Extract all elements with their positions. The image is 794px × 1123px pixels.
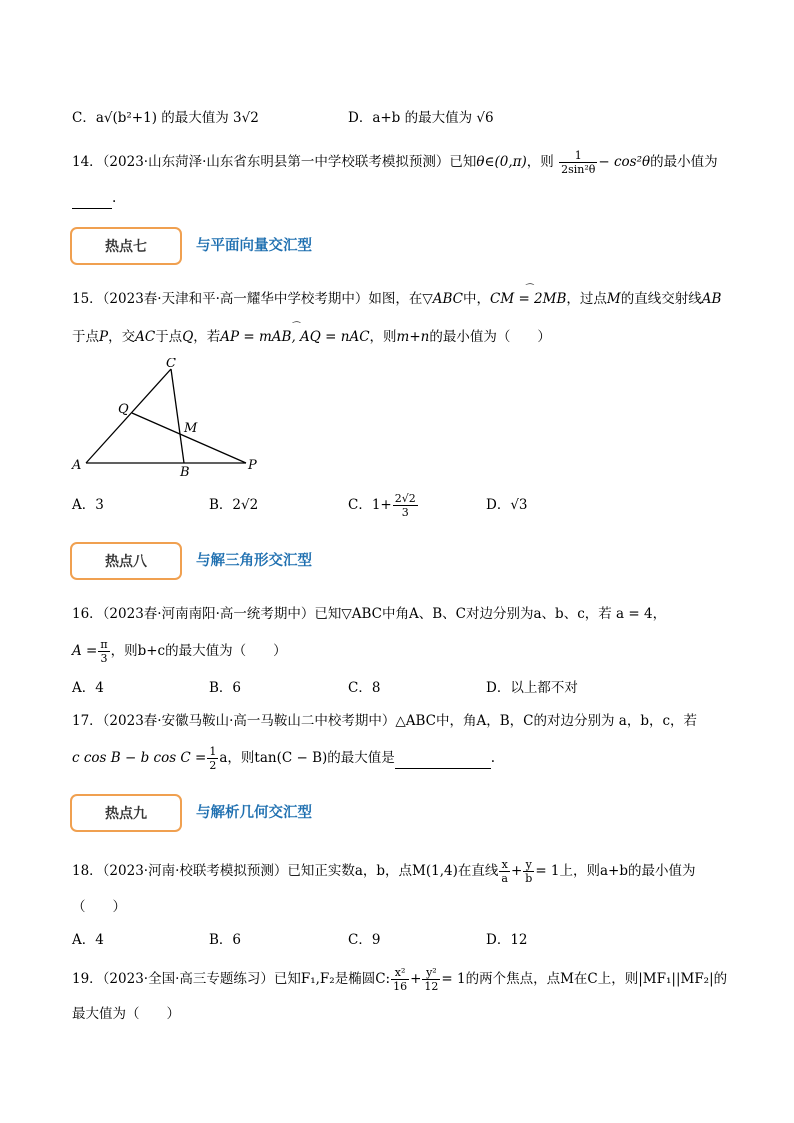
q14-line1 xyxy=(72,149,718,176)
q17-line2 xyxy=(72,745,495,772)
q15-seg-ac: AC xyxy=(135,329,156,345)
q14-answer-blank xyxy=(72,188,112,209)
q15-option-a: A．3 xyxy=(72,497,104,513)
q16-option-d: D．以上都不对 xyxy=(486,680,578,696)
q19-plus: + xyxy=(410,971,422,987)
q15-point-m: M xyxy=(606,291,621,307)
q18-option-a: A．4 xyxy=(72,932,104,948)
q15-text-i: ，则 xyxy=(369,329,397,345)
q15-option-d: D．√3 xyxy=(486,497,528,513)
q14-expr-tail: − cos²θ xyxy=(598,154,651,170)
q17-equation: c cos B − b cos C = xyxy=(72,750,207,766)
q18-frac1-num: x xyxy=(499,858,510,872)
q14-line2 xyxy=(72,188,116,209)
q19-text-post: = 1的两个焦点，点M在C上，则|MF₁||MF₂|的 xyxy=(441,971,728,987)
q17-line1: 17．（2023春·安徽马鞍山·高一马鞍山二中校考期中）△ABC中，角A，B，C的对边分别为 a，b，c，若 xyxy=(72,713,698,729)
q18-frac1-den: a xyxy=(501,872,508,885)
label-c: C xyxy=(166,358,176,371)
q17-frac-num: 1 xyxy=(209,745,217,758)
q18-option-d: D．12 xyxy=(486,932,528,948)
label-b: B xyxy=(180,465,190,480)
q18-option-c: C．9 xyxy=(348,932,381,948)
q19-frac1-den: 16 xyxy=(393,980,408,993)
q16-line1: 16．（2023春·河南南阳·高一统考期中）已知▽ABC中角A、B、C对边分别为a、b、c，若 a = 4， xyxy=(72,606,667,622)
q19-frac2-num: y² xyxy=(422,966,440,980)
q15-line1 xyxy=(72,289,721,309)
q15-text-h: ，若 xyxy=(193,329,221,345)
q19-frac1-num: x² xyxy=(391,966,409,980)
q15-option-c-num: 2√2 xyxy=(394,492,416,505)
q18-option-b: B．6 xyxy=(209,932,242,948)
q16-text-post: ，则b+c的最大值为（ ） xyxy=(110,643,287,659)
q13-option-c: C．a√(b²+1) 的最大值为 3√2 xyxy=(72,110,259,126)
q15-text-f: ，交 xyxy=(108,329,136,345)
section7-title: 与平面向量交汇型 xyxy=(196,238,312,254)
q16-a-eq: A = xyxy=(72,643,98,659)
q15-vector-eq: ⌒ CM = 2MB xyxy=(490,289,566,309)
q14-blank-end: . xyxy=(112,190,117,206)
q18-frac2-num: y xyxy=(523,858,534,872)
q19-line1 xyxy=(72,966,727,993)
q14-source: 14．（2023·山东菏泽·山东省东明县第一中学校联考模拟预测）已知 xyxy=(72,154,477,170)
q16-option-a: A．4 xyxy=(72,680,104,696)
q18-line1 xyxy=(72,858,696,885)
section7-badge: 热点七 xyxy=(70,227,182,265)
q16-line2 xyxy=(72,638,287,665)
q18-text-pre: 18．（2023·河南·校联考模拟预测）已知正实数a，b，点M(1,4)在直线 xyxy=(72,863,499,879)
q15-text-c: ，过点 xyxy=(566,291,607,307)
q15-option-c-frac xyxy=(393,492,418,519)
q14-mid: ，则 xyxy=(526,154,554,170)
q14-fraction xyxy=(559,149,597,176)
q17-frac-den: 2 xyxy=(209,759,217,772)
q15-text-b: 中， xyxy=(463,291,491,307)
q17-text-mid: a，则tan(C − B)的最大值是 xyxy=(219,750,395,766)
q15-line2 xyxy=(72,327,551,347)
q15-text-e: 于点 xyxy=(72,329,99,345)
q16-frac-num: π xyxy=(100,638,108,651)
q15-vector-cond: ⌒ AP = mAB, AQ = nAC xyxy=(220,327,369,347)
q15-option-c xyxy=(348,492,419,519)
q14-frac-num: 1 xyxy=(559,149,597,163)
q17-fraction xyxy=(207,745,218,772)
q13-option-d: D．a+b 的最大值为 √6 xyxy=(348,110,494,126)
q18-text-post: = 1上，则a+b的最小值为 xyxy=(535,863,696,879)
q15-line-ab: AB xyxy=(701,291,722,307)
label-m: M xyxy=(184,421,198,436)
q16-option-c: C．8 xyxy=(348,680,381,696)
q15-triangle: ▽ABC xyxy=(422,291,464,307)
label-q: Q xyxy=(118,402,129,417)
label-a: A xyxy=(72,458,82,473)
q18-line2: （ ） xyxy=(72,899,126,915)
section9-title: 与解析几何交汇型 xyxy=(196,805,312,821)
q15-point-p: P xyxy=(99,329,109,345)
q18-frac2-den: b xyxy=(525,872,533,885)
q15-text-d: 的直线交射线 xyxy=(620,291,702,307)
q19-text-pre: 19．（2023·全国·高三专题练习）已知F₁,F₂是椭圆C: xyxy=(72,971,391,987)
q15-triangle-figure xyxy=(60,358,270,480)
q15-target: m+n xyxy=(396,329,430,345)
q15-option-b: B．2√2 xyxy=(209,497,259,513)
q18-frac-y xyxy=(523,858,534,885)
q15-text-j: 的最小值为（ ） xyxy=(429,329,551,345)
q15-point-q: Q xyxy=(182,329,194,345)
q18-plus: + xyxy=(510,863,523,879)
q15-text-g: 于点 xyxy=(155,329,183,345)
q19-frac-x xyxy=(391,966,409,993)
section9-badge: 热点九 xyxy=(70,794,182,832)
section8-badge: 热点八 xyxy=(70,542,182,580)
q15-option-c-pre: C．1+ xyxy=(348,497,392,513)
q15-text-a: 15．（2023春·天津和平·高一耀华中学校考期中）如图，在 xyxy=(72,291,423,307)
q19-frac-y xyxy=(422,966,440,993)
q17-text-end: . xyxy=(490,750,496,766)
q16-option-b: B．6 xyxy=(209,680,242,696)
section8-title: 与解三角形交汇型 xyxy=(196,553,312,569)
q14-condition: θ∈(0,π) xyxy=(476,154,527,170)
q17-answer-blank xyxy=(395,748,491,769)
segment-cb xyxy=(171,369,184,463)
label-p: P xyxy=(248,458,257,473)
q19-frac2-den: 12 xyxy=(424,980,439,993)
q16-frac-den: 3 xyxy=(100,652,108,665)
q19-line2: 最大值为（ ） xyxy=(72,1006,180,1022)
q18-frac-x xyxy=(499,858,510,885)
q15-option-c-den: 3 xyxy=(401,506,409,519)
q16-fraction xyxy=(98,638,109,665)
q14-ending: 的最小值为 xyxy=(650,154,718,170)
q14-frac-den: 2sin²θ xyxy=(561,163,596,176)
